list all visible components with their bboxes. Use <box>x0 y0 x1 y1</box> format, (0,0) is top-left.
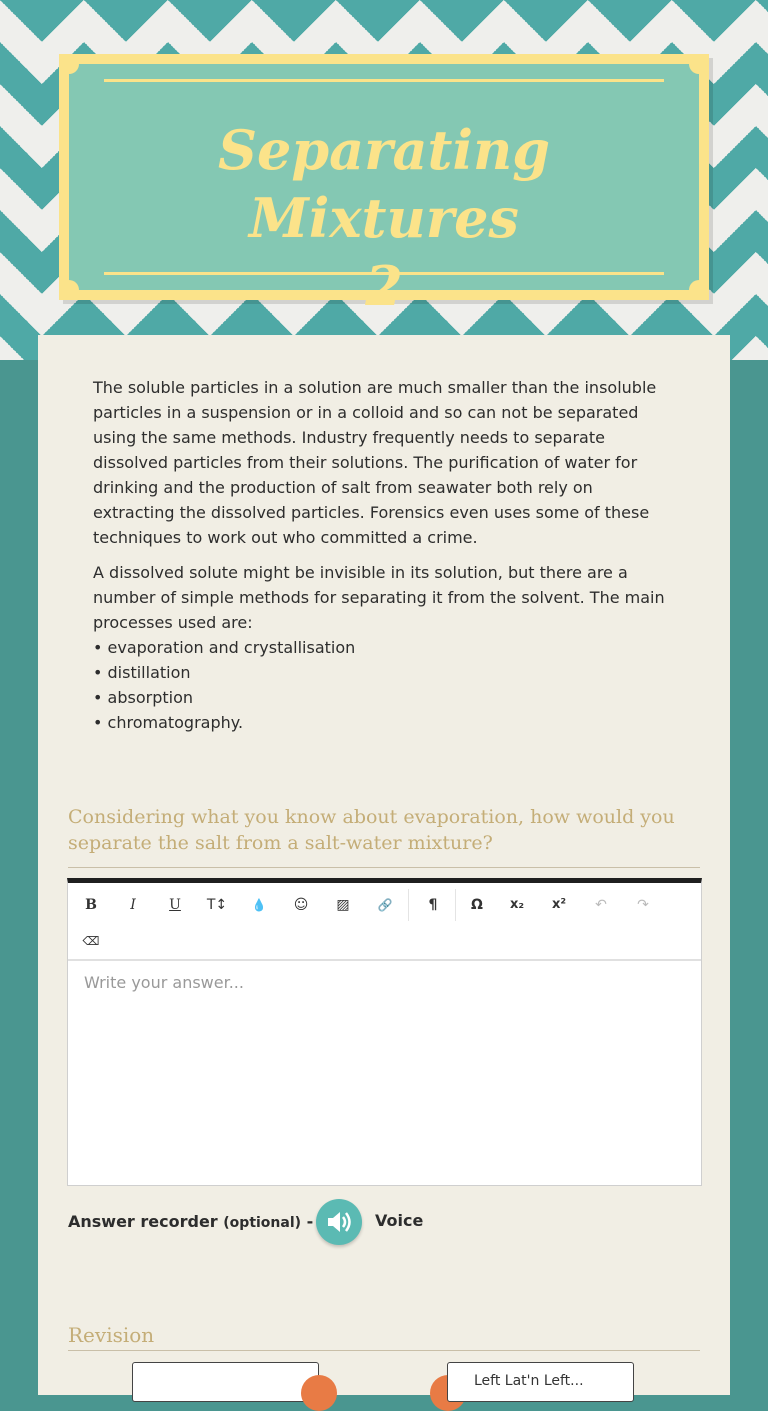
question-heading: Considering what you know about evaporation, how would you separate the salt from a salt-water mixture? <box>68 806 675 854</box>
answer-recorder <box>68 1203 708 1253</box>
eraser-icon[interactable]: ⌫ <box>82 934 100 948</box>
toolbar-separator <box>455 889 456 921</box>
title-panel <box>69 64 699 318</box>
underline-button[interactable]: U <box>169 897 181 913</box>
bold-button[interactable]: B <box>85 897 97 913</box>
intro-paragraph-list: A dissolved solute might be invisible in its solution, but there are a number of simple methods for separating it from the solvent. The main processes used are: • evaporation and crystallisation • distillation • absorption • chromatography. <box>93 563 665 732</box>
omega-icon[interactable]: Ω <box>471 897 483 913</box>
chevron-header-background <box>0 0 768 360</box>
speaker-icon[interactable] <box>316 1199 362 1245</box>
editor-toolbar <box>68 883 701 961</box>
link-icon[interactable]: 🔗 <box>377 898 393 912</box>
title-card <box>59 54 709 318</box>
recorder-optional: (optional) <box>223 1215 302 1231</box>
italic-button[interactable]: I <box>130 897 136 913</box>
intro-paragraph: The soluble particles in a solution are much smaller than the insoluble particles in a suspension or in a colloid and so can not be separated using the same methods. Industry frequently needs to separate dissolved particles from their solutions. The purification of water for drinking and the production of salt from seawater both rely on extracting the dissolved particles. Forensics even uses some of these techniques to work out who committed a crime. <box>93 378 657 547</box>
intro-text <box>93 375 678 745</box>
voice-button[interactable]: Voice <box>375 1211 424 1230</box>
text-color-icon[interactable]: 💧 <box>251 898 267 912</box>
corner-ornament <box>59 280 79 300</box>
title-divider-top <box>104 79 664 82</box>
question-divider <box>68 867 700 868</box>
revision-heading: Revision <box>68 1323 155 1347</box>
revision-option-box[interactable]: Left Lat'n Left... <box>447 1362 634 1402</box>
corner-ornament <box>59 54 79 74</box>
corner-ornament <box>689 54 709 74</box>
font-size-button[interactable]: T↕ <box>206 897 228 913</box>
recorder-label-text: Answer recorder <box>68 1212 218 1231</box>
answer-editor <box>67 878 702 1186</box>
worksheet-paper <box>38 335 730 1395</box>
answer-input[interactable]: Write your answer... <box>84 973 244 992</box>
page-title <box>99 116 669 320</box>
recorder-dash: - <box>306 1212 314 1231</box>
image-icon[interactable]: ▨ <box>336 897 350 913</box>
redo-icon[interactable]: ↷ <box>637 897 649 913</box>
corner-ornament <box>689 280 709 300</box>
superscript-button[interactable]: x² <box>551 897 567 912</box>
page-title-line1: Separating Mixtures <box>217 118 550 250</box>
toolbar-separator <box>408 889 409 921</box>
emoji-icon[interactable]: ☺ <box>293 897 309 913</box>
undo-icon[interactable]: ↶ <box>595 897 607 913</box>
revision-marker <box>301 1375 337 1411</box>
page-title-line2: 2 <box>365 254 403 318</box>
paragraph-icon[interactable]: ¶ <box>428 897 438 913</box>
subscript-button[interactable]: x₂ <box>509 897 525 912</box>
revision-divider <box>68 1350 700 1351</box>
revision-option-box[interactable] <box>132 1362 319 1402</box>
recorder-label <box>68 1212 313 1231</box>
